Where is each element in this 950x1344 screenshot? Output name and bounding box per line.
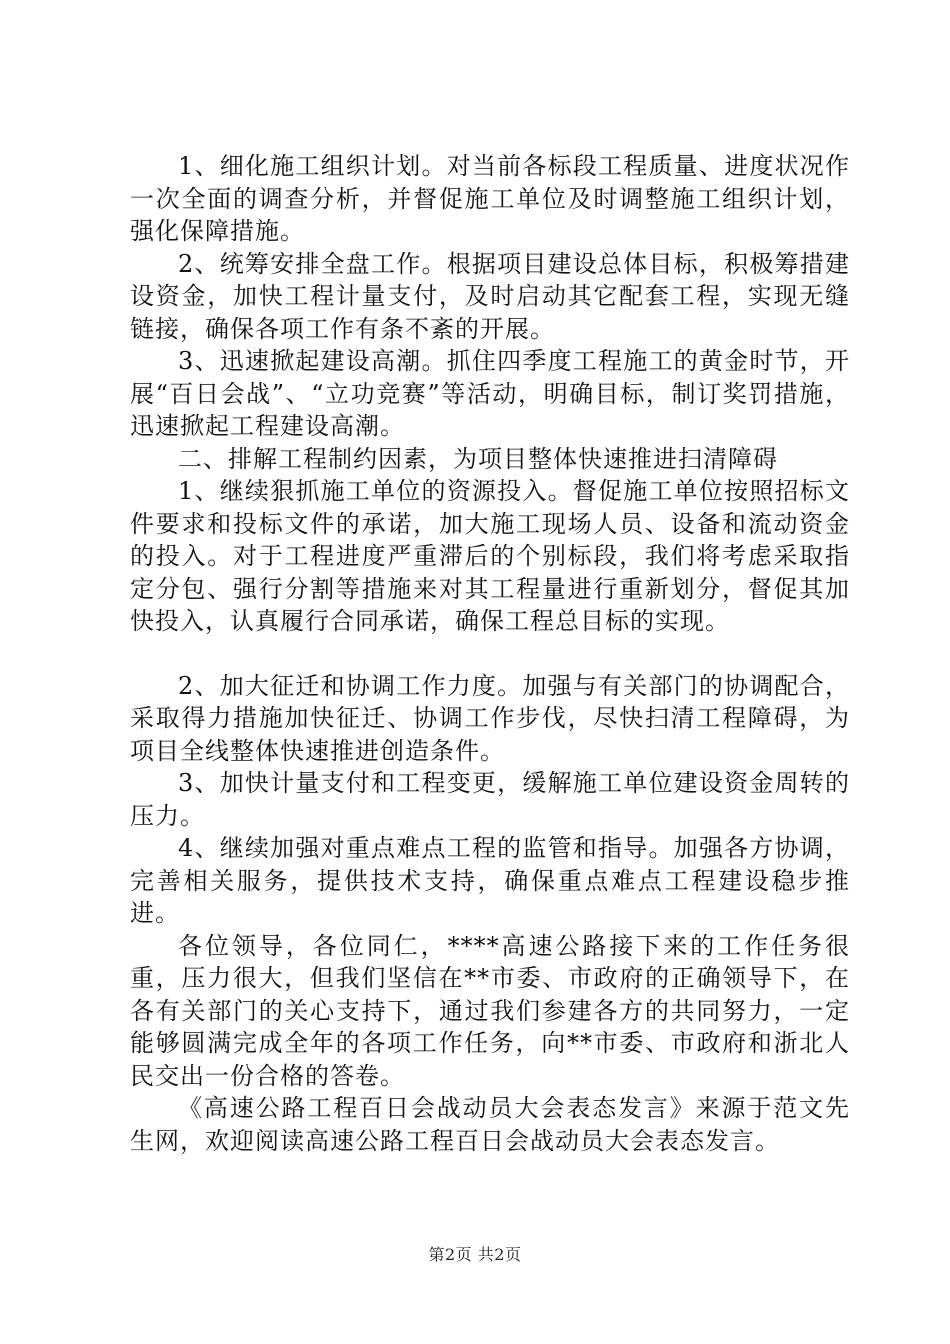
paragraph-7: 3、加快计量支付和工程变更，缓解施工单位建设资金周转的压力。 [130, 769, 850, 830]
section-heading-2: 二、排解工程制约因素，为项目整体快速推进扫清障碍 [178, 444, 778, 473]
paragraph-9: 各位领导，各位同仁，****高速公路接下来的工作任务很重，压力很大，但我们坚信在**市委、市政府的正确领导下，在各有关部门的关心支持下，通过我们参建各方的共同努力，一定能够圆满完成全年的各项工作任务，向**市委、市政府和浙北人民交出一份合格的答卷。 [130, 931, 850, 1090]
paragraph-3: 3、迅速掀起建设高潮。抓住四季度工程施工的黄金时节，开展“百日会战”、“立功竞赛”等活动，明确目标，制订奖罚措施，迅速掀起工程建设高潮。 [130, 347, 850, 440]
paragraph-6: 2、加大征迁和协调工作力度。加强与有关部门的协调配合，采取得力措施加快征迁、协调工作步伐，尽快扫清工程障碍，为项目全线整体快速推进创造条件。 [130, 671, 850, 765]
paragraph-1: 1、细化施工组织计划。对当前各标段工程质量、进度状况作一次全面的调查分析，并督促施工单位及时调整施工组织计划，强化保障措施。 [130, 152, 850, 245]
document-body [130, 150, 850, 1157]
paragraph-8: 4、继续加强对重点难点工程的监管和指导。加强各方协调，完善相关服务，提供技术支持，确保重点难点工程建设稳步推进。 [130, 834, 850, 927]
page-number-footer: 第2页 共2页 [428, 1245, 522, 1264]
paragraph-2: 2、统筹安排全盘工作。根据项目建设总体目标，积极筹措建设资金，加快工程计量支付，及时启动其它配套工程，实现无缝链接，确保各项工作有条不紊的开展。 [130, 249, 850, 343]
paragraph-10: 《高速公路工程百日会战动员大会表态发言》来源于范文先生网，欢迎阅读高速公路工程百日会战动员大会表态发言。 [130, 1094, 850, 1155]
paragraph-5: 1、继续狠抓施工单位的资源投入。督促施工单位按照招标文件要求和投标文件的承诺，加大施工现场人员、设备和流动资金的投入。对于工程进度严重滞后的个别标段，我们将考虑采取指定分包、强行分割等措施来对其工程量进行重新划分，督促其加快投入，认真履行合同承诺，确保工程总目标的实现。 [130, 477, 850, 635]
